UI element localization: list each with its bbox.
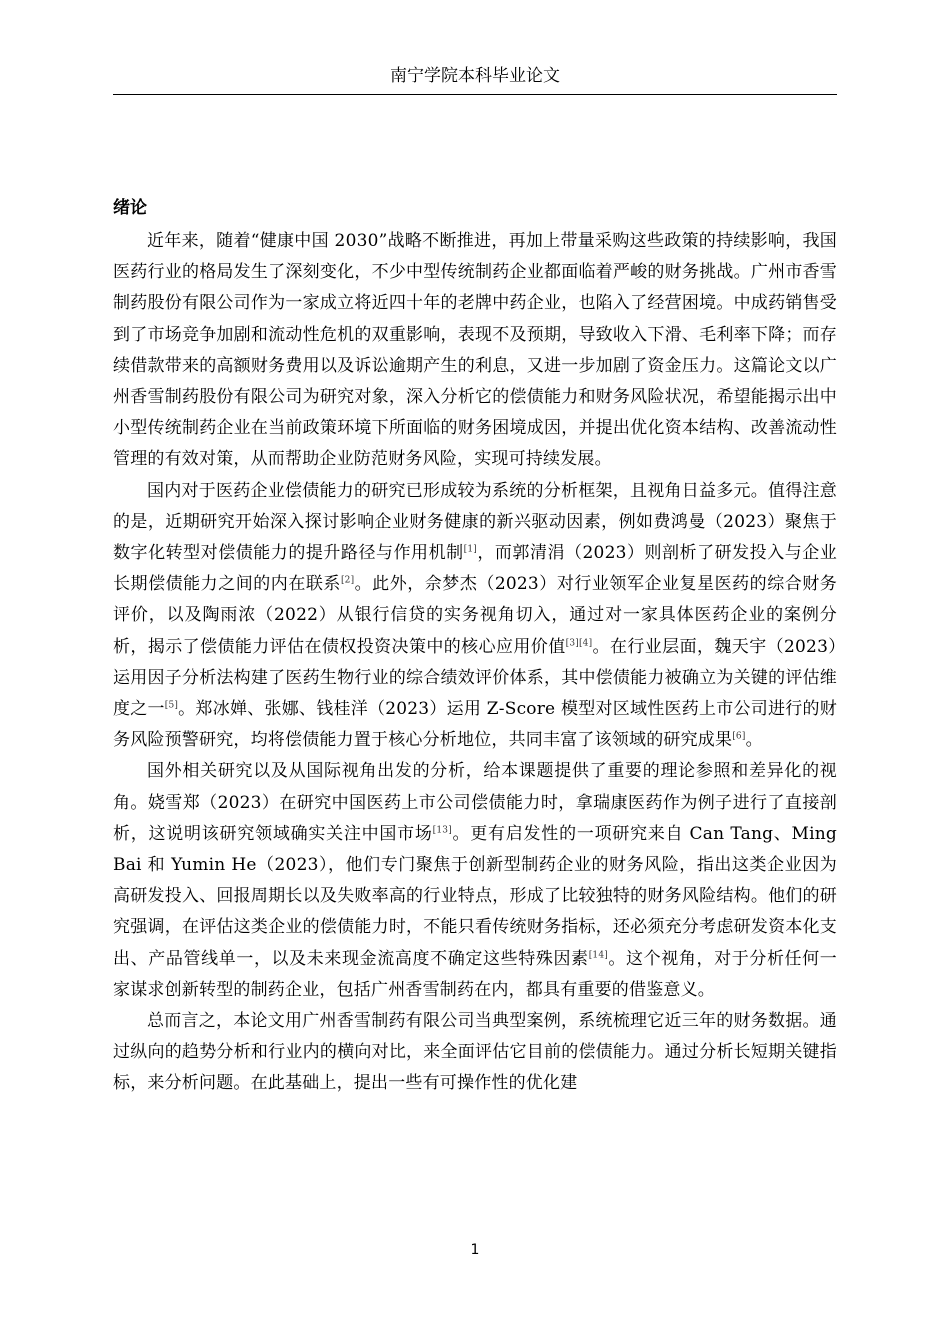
paragraph-text: ，而郭清涓（2023）则剖析了研发投入与企业长期偿债能力之间的内在联系 bbox=[113, 543, 837, 595]
paragraph-text: 。这个视角，对于分析任何一家谋求创新转型的制药企业，包括广州香雪制药在内，都具有重要的借鉴意义。 bbox=[113, 948, 837, 1000]
header-divider bbox=[113, 94, 837, 95]
page-number: 1 bbox=[470, 1242, 480, 1258]
paragraph-text: 总而言之，本论文用广州香雪制药有限公司当典型案例，系统梳理它近三年的财务数据。通过纵向的趋势分析和行业内的横向对比，来全面评估它目前的偿债能力。通过分析长短期关键指标，来分析问题。在此基础上，提出一些有可操作性的优化建 bbox=[113, 1011, 837, 1094]
citation-ref: [2] bbox=[340, 575, 355, 586]
paragraph-text: 国内对于医药企业偿债能力的研究已形成较为系统的分析框架，且视角日益多元。值得注意的是，近期研究开始深入探讨影响企业财务健康的新兴驱动因素，例如费鸿曼（2023）聚焦于数字化转型对偿债能力的提升路径与作用机制 bbox=[113, 480, 837, 564]
paragraph-text: 近年来，随着“健康中国 2030”战略不断推进，再加上带量采购这些政策的持续影响，我国医药行业的格局发生了深刻变化，不少中型传统制药企业都面临着严峻的财务挑战。广州市香雪制药股份有限公司作为一家成立将近四十年的老牌中药企业，也陷入了经营困境。中成药销售受到了市场竞争加剧和流动性危机的双重影响，表现不及预期，导致收入下滑、毛利率下降；而存续借款带来的高额财务费用以及诉讼逾期产生的利息，又进一步加剧了资金压力。这篇论文以广州香雪制药股份有限公司为研究对象，深入分析它的偿债能力和财务风险状况，希望能揭示出中小型传统制药企业在当前政策环境下所面临的财务困境成因，并提出优化资本结构、改善流动性管理的有效对策，从而帮助企业防范财务风险，实现可持续发展。 bbox=[113, 231, 837, 470]
paragraph bbox=[113, 226, 837, 476]
paragraph-text: 。此外，佘梦杰（2023）对行业领军企业复星医药的综合财务评价，以及陶雨浓（2022）从银行信贷的实务视角切入，通过对一家具体医药企业的案例分析，揭示了偿债能力评估在债权投资决策中的核心应用价值 bbox=[113, 574, 838, 657]
citation-ref: [5] bbox=[164, 700, 179, 711]
citation-ref: [6] bbox=[732, 731, 746, 742]
paragraph bbox=[113, 1006, 837, 1100]
citation-ref: [1] bbox=[463, 544, 478, 555]
section-title: 绪论 bbox=[113, 198, 147, 218]
paragraph-text: 。郑冰婵、张娜、钱桂洋（2023）运用 Z-Score 模型对区域性医药上市公司进行的财务风险预警研究，均将偿债能力置于核心分析地位，共同丰富了该领域的研究成果 bbox=[113, 699, 837, 751]
citation-ref: [14] bbox=[588, 950, 608, 961]
citation-ref: [3][4] bbox=[565, 637, 593, 648]
paragraph-text: 国外相关研究以及从国际视角出发的分析，给本课题提供了重要的理论参照和差异化的视角。娆雪郑（2023）在研究中国医药上市公司偿债能力时，拿瑞康医药作为例子进行了直接剖析，这说明该研究领域确实关注中国市场 bbox=[113, 761, 837, 844]
paragraph-text: 。在行业层面，魏天宇（2023）运用因子分析法构建了医药生物行业的综合绩效评价体系，其中偿债能力被确立为关键的评估维度之一 bbox=[113, 636, 837, 720]
citation-ref: [13] bbox=[432, 825, 452, 836]
paragraph bbox=[113, 756, 837, 1006]
running-header: 南宁学院本科毕业论文 bbox=[390, 66, 560, 86]
paragraph-text: 。 bbox=[745, 730, 763, 751]
body-text bbox=[113, 226, 837, 1100]
paragraph-text: 。更有启发性的一项研究来自 Can Tang、Ming Bai 和 Yumin He（2023），他们专门聚焦于创新型制药企业的财务风险，指出这类企业因为高研发投入、回报周期长以及失败率高的行业特点，形成了比较独特的财务风险结构。他们的研究强调，在评估这类企业的偿债能力时，不能只看传统财务指标，还必须充分考虑研发资本化支出、产品管线单一，以及未来现金流高度不确定这些特殊因素 bbox=[113, 823, 837, 969]
paragraph bbox=[113, 476, 837, 757]
